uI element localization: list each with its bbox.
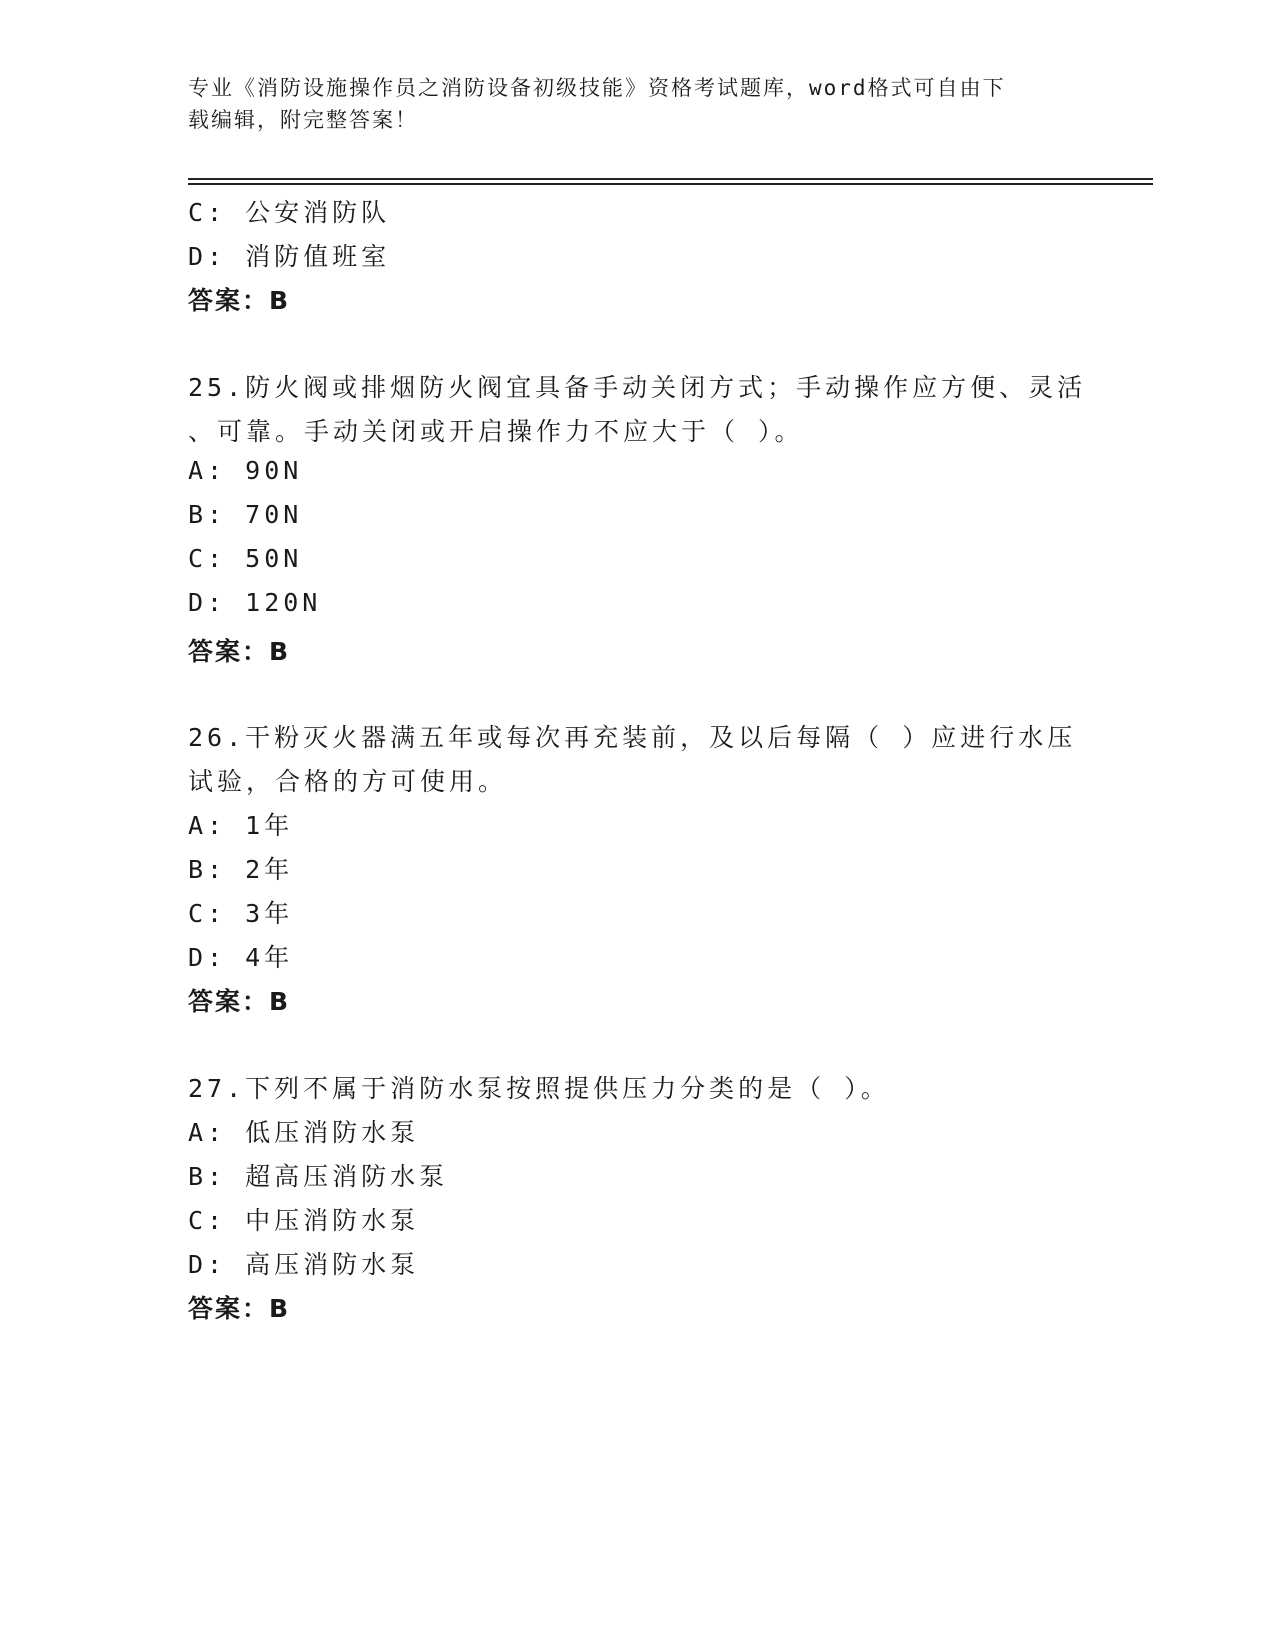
- option-b: B: 70N: [188, 500, 303, 529]
- question-stem: 27.下列不属于消防水泵按照提供压力分类的是（ ）。: [188, 1074, 890, 1103]
- option-a: A: 1年: [188, 811, 294, 840]
- question-stem-continued: 试验，合格的方可使用。: [188, 767, 508, 796]
- option-c: C: 中压消防水泵: [188, 1206, 420, 1235]
- question-stem: 26.干粉灭火器满五年或每次再充装前，及以后每隔（ ）应进行水压: [188, 723, 1077, 752]
- option-b: B: 超高压消防水泵: [188, 1162, 449, 1191]
- option-d: D: 4年: [188, 943, 294, 972]
- option-d: D: 120N: [188, 588, 322, 617]
- answer: 答案：B: [188, 637, 291, 666]
- answer: 答案：B: [188, 1294, 291, 1323]
- option-d: D: 消防值班室: [188, 242, 391, 271]
- option-a: A: 低压消防水泵: [188, 1118, 420, 1147]
- question-stem: 25.防火阀或排烟防火阀宜具备手动关闭方式；手动操作应方便、灵活: [188, 373, 1087, 402]
- answer: 答案：B: [188, 987, 291, 1016]
- option-c: C: 3年: [188, 899, 294, 928]
- option-c: C: 50N: [188, 544, 303, 573]
- header-line-2: 载编辑，附完整答案！: [188, 108, 418, 132]
- header-line-1: 专业《消防设施操作员之消防设备初级技能》资格考试题库，word格式可自由下: [188, 76, 1006, 100]
- question-stem-continued: 、可靠。手动关闭或开启操作力不应大于（ ）。: [188, 417, 804, 446]
- option-c: C: 公安消防队: [188, 198, 391, 227]
- option-a: A: 90N: [188, 456, 303, 485]
- option-d: D: 高压消防水泵: [188, 1250, 420, 1279]
- document-header: [188, 72, 1078, 136]
- option-b: B: 2年: [188, 855, 294, 884]
- header-divider-bottom: [188, 183, 1153, 185]
- header-divider-top: [188, 178, 1153, 180]
- answer: 答案：B: [188, 286, 291, 315]
